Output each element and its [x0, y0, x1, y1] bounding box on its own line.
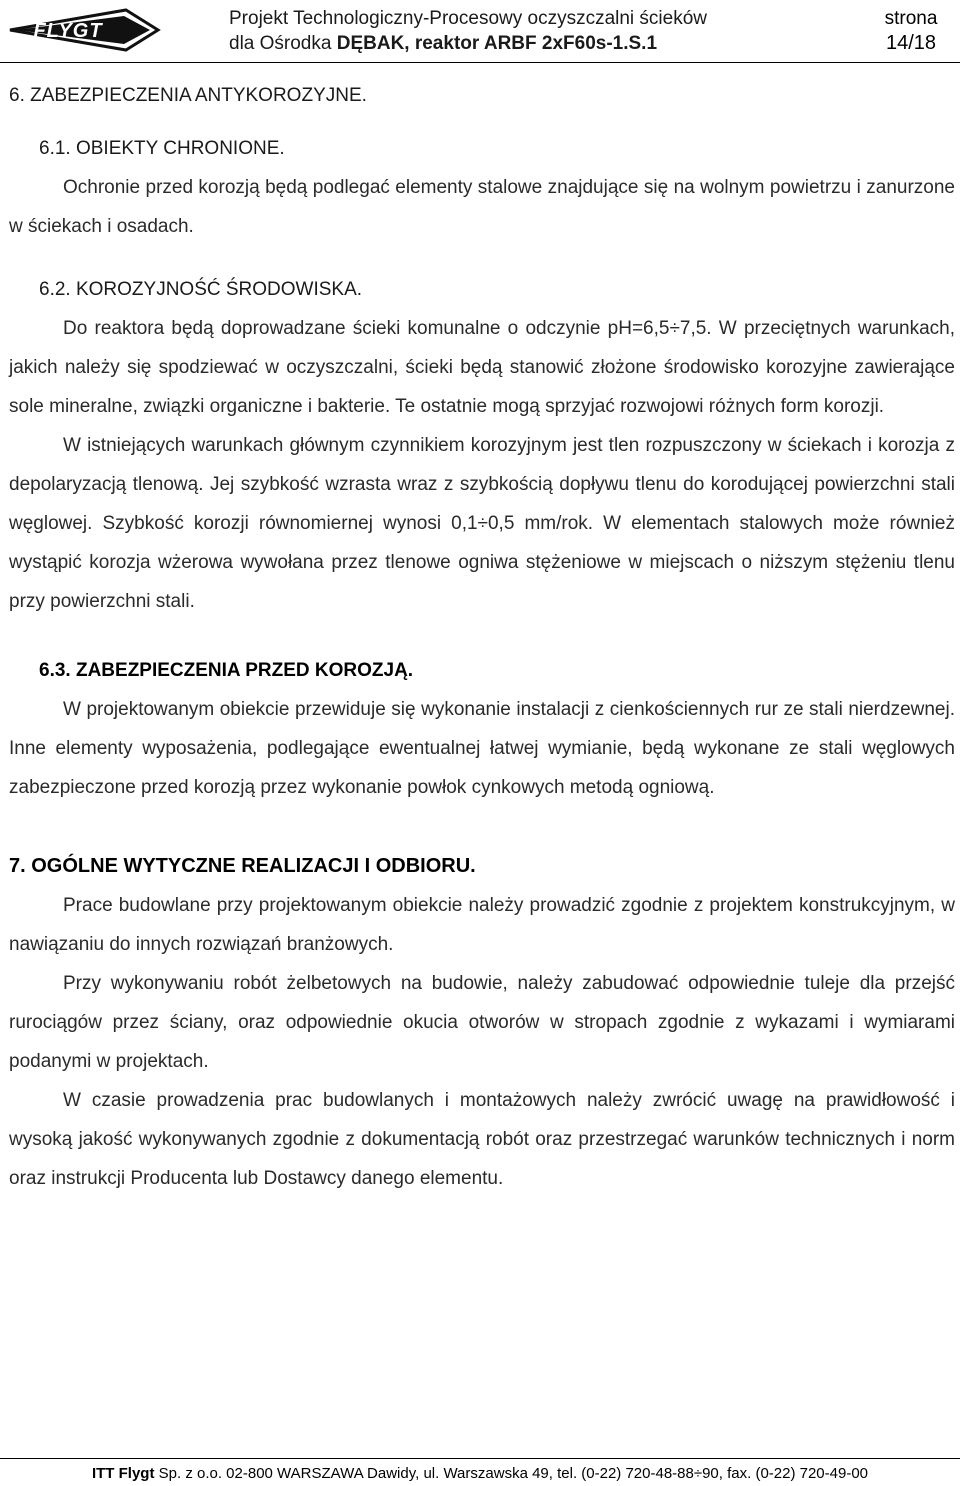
section-7-paragraph-2: Przy wykonywaniu robót żelbetowych na budowie, należy zabudować odpowiednie tuleje dla przejść rurociągów przez ściany, oraz odpowiednie okucia otworów w stropach zgodnie z wykazami i wymiarami podanymi w projektach. — [9, 973, 955, 1072]
section-6-title: 6. ZABEZPIECZENIA ANTYKOROZYJNE. — [9, 85, 367, 106]
document-body — [9, 76, 955, 1198]
section-6-3-title: 6.3. ZABEZPIECZENIA PRZED KOROZJĄ. — [39, 660, 414, 681]
project-title — [229, 6, 707, 56]
page-footer — [0, 1464, 960, 1484]
footer-divider — [0, 1458, 960, 1459]
project-title-prefix: dla Ośrodka — [229, 33, 337, 54]
header-divider — [0, 62, 960, 63]
page-indicator — [870, 6, 952, 56]
page-label: strona — [884, 8, 938, 29]
page-number: 14/18 — [885, 32, 937, 54]
section-6-2-paragraph-2: W istniejących warunkach głównym czynnikiem korozyjnym jest tlen rozpuszczony w ściekach i korozja z depolaryzacją tlenową. Jej szybkość wzrasta wraz z szybkością dopływu tlenu do korodującej powierzchni stali węglowej. Szybkość korozji równomiernej wynosi 0,1÷0,5 mm/rok. W elementach stalowych może również wystąpić korozja wżerowa wywołana przez tlenowe ogniwa stężeniowe w miejscach o niższym stężeniu tlenu przy powierzchni stali. — [9, 435, 955, 612]
footer-company-details: Sp. z o.o. 02-800 WARSZAWA Dawidy, ul. Warszawska 49, tel. (0-22) 720-48-88÷90, fax. (0-22) 720-49-00 — [154, 1465, 869, 1482]
footer-company-name: ITT Flygt — [91, 1465, 155, 1482]
section-7-paragraph-3: W czasie prowadzenia prac budowlanych i montażowych należy zwrócić uwagę na prawidłowość i wysoką jakość wykonywanych zgodnie z dokumentacją robót oraz przestrzegać warunków technicznych i norm oraz instrukcji Producenta lub Dostawcy danego elementu. — [9, 1090, 955, 1189]
section-7-paragraph-1: Prace budowlane przy projektowanym obiekcie należy prowadzić zgodnie z projektem konstrukcyjnym, w nawiązaniu do innych rozwiązań branżowych. — [9, 895, 955, 955]
section-6-1-title: 6.1. OBIEKTY CHRONIONE. — [39, 138, 285, 159]
logo-text: FLYGT — [33, 20, 103, 42]
section-6-3-paragraph: W projektowanym obiekcie przewiduje się wykonanie instalacji z cienkościennych rur ze stali nierdzewnej. Inne elementy wyposażenia, podlegające ewentualnej łatwej wymianie, będą wykonane ze stali węglowych zabezpieczone przed korozją przez wykonanie powłok cynkowych metodą ogniową. — [9, 699, 955, 798]
section-6-1-paragraph: Ochronie przed korozją będą podlegać elementy stalowe znajdujące się na wolnym powietrzu i zanurzone w ściekach i osadach. — [9, 177, 955, 237]
page-header — [0, 0, 960, 62]
project-title-line2 — [229, 31, 707, 56]
section-6-2-paragraph-1: Do reaktora będą doprowadzane ścieki komunalne o odczynie pH=6,5÷7,5. W przeciętnych warunkach, jakich należy się spodziewać w oczyszczalni, ścieki będą stanowić złożone środowisko korozyjne zawierające sole mineralne, związki organiczne i bakterie. Te ostatnie mogą sprzyjać rozwojowi różnych form korozji. — [9, 318, 955, 417]
section-6-2-title: 6.2. KOROZYJNOŚĆ ŚRODOWISKA. — [39, 279, 363, 300]
section-7-title: 7. OGÓLNE WYTYCZNE REALIZACJI I ODBIORU. — [9, 855, 476, 877]
project-title-bold: DĘBAK, reaktor ARBF 2xF60s-1.S.1 — [336, 33, 658, 54]
flygt-logo — [6, 6, 162, 54]
project-title-line1: Projekt Technologiczny-Procesowy oczyszczalni ścieków — [229, 8, 708, 29]
